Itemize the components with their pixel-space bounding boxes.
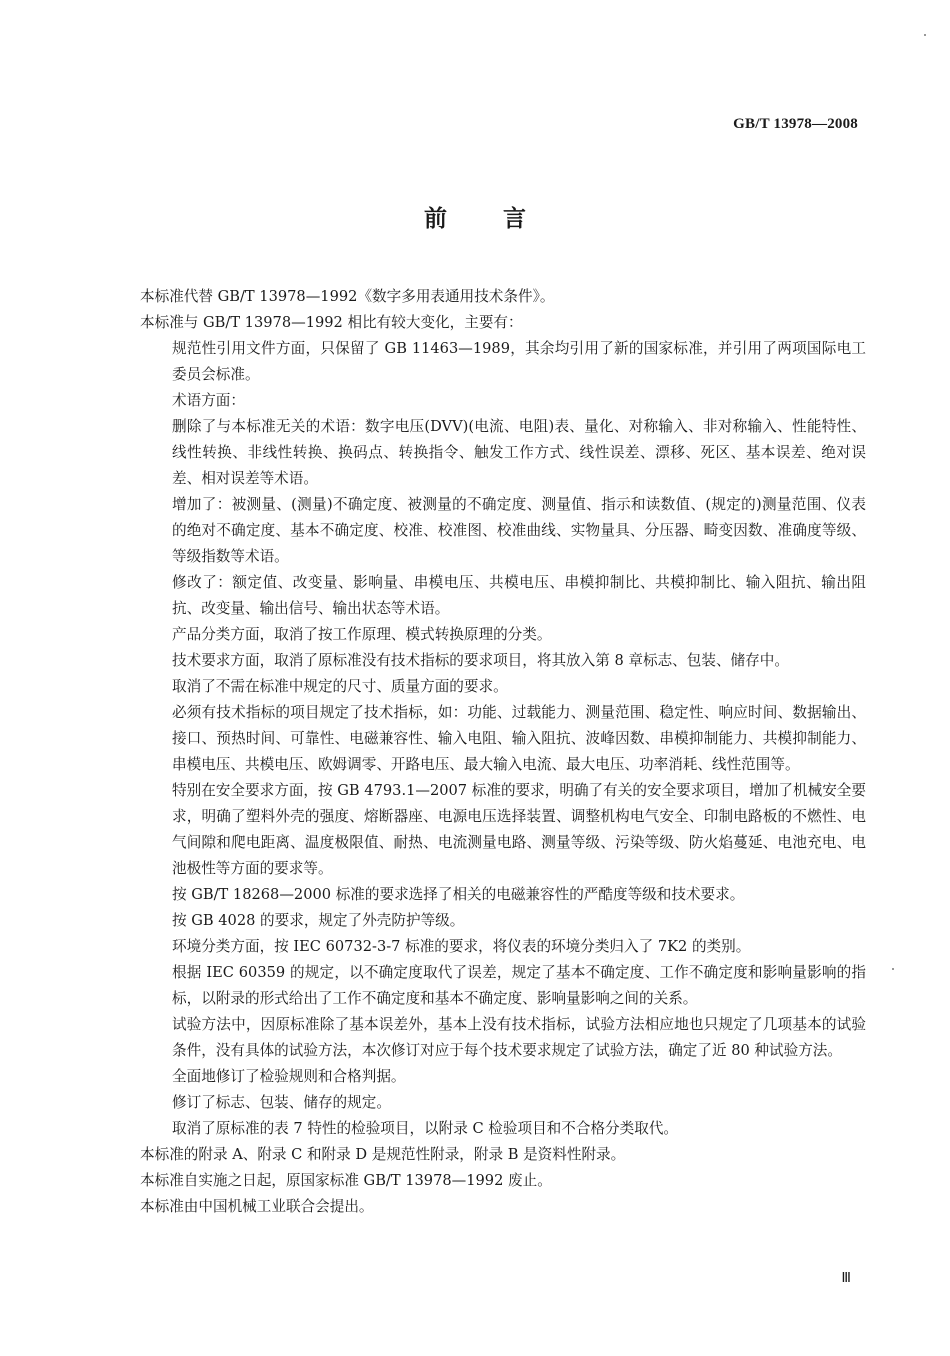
- dash-item: [140, 388, 866, 414]
- sub-paragraph: [140, 414, 866, 492]
- standard-code: GB/T 13978—2008: [733, 116, 858, 132]
- dash-item: [140, 934, 866, 960]
- dash-item: [140, 882, 866, 908]
- paragraph-text: 本标准代替 GB/T 13978—1992《数字多用表通用技术条件》。: [140, 288, 555, 305]
- paragraph-text: 本标准自实施之日起，原国家标准 GB/T 13978—1992 废止。: [140, 1172, 552, 1189]
- dash-item-text: 必须有技术指标的项目规定了技术指标，如：功能、过载能力、测量范围、稳定性、响应时间、数据输出、接口、预热时间、可靠性、电磁兼容性、输入电阻、输入阻抗、波峰因数、串模抑制能力、共模抑制能力、串模电压、共模电压、欧姆调零、开路电压、最大输入电流、最大电压、功率消耗、线性范围等。: [172, 704, 866, 773]
- paragraph-text: 本标准的附录 A、附录 C 和附录 D 是规范性附录，附录 B 是资料性附录。: [140, 1146, 626, 1163]
- dash-item-text: 特别在安全要求方面，按 GB 4793.1—2007 标准的要求，明确了有关的安全要求项目，增加了机械安全要求，明确了塑料外壳的强度、熔断器座、电源电压选择装置、调整机构电气安全、印制电路板的不燃性、电气间隙和爬电距离、温度极限值、耐热、电流测量电路、测量等级、污染等级、防火焰蔓延、电池充电、电池极性等方面的要求等。: [172, 782, 866, 877]
- dash-item: [140, 1064, 866, 1090]
- paragraph: [140, 1142, 866, 1168]
- dash-item-text: 按 GB 4028 的要求，规定了外壳防护等级。: [172, 912, 465, 929]
- paragraph: [140, 310, 866, 336]
- dash-item: [140, 960, 866, 1012]
- paragraph: [140, 1194, 866, 1220]
- scan-speck: [892, 968, 894, 970]
- dash-item-text: 技术要求方面，取消了原标准没有技术指标的要求项目，将其放入第 8 章标志、包装、储存中。: [172, 652, 789, 669]
- sub-paragraph-text: 删除了与本标准无关的术语：数字电压(DVV)(电流、电阻)表、量化、对称输入、非对称输入、性能特性、线性转换、非线性转换、换码点、转换指令、触发工作方式、线性误差、漂移、死区、基本误差、绝对误差、相对误差等术语。: [172, 418, 866, 487]
- sub-paragraph: [140, 570, 866, 622]
- dash-item: [140, 648, 866, 674]
- dash-item: [140, 336, 866, 388]
- dash-item: [140, 1012, 866, 1064]
- dash-item-text: 取消了不需在标准中规定的尺寸、质量方面的要求。: [172, 678, 508, 695]
- sub-paragraph-text: 修改了：额定值、改变量、影响量、串模电压、共模电压、串模抑制比、共模抑制比、输入阻抗、输出阻抗、改变量、输出信号、输出状态等术语。: [172, 574, 866, 617]
- dash-item-text: 规范性引用文件方面，只保留了 GB 11463—1989，其余均引用了新的国家标准，并引用了两项国际电工委员会标准。: [172, 340, 866, 383]
- dash-item: [140, 778, 866, 882]
- scan-speck: [924, 34, 926, 36]
- paragraph: [140, 1168, 866, 1194]
- paragraph: [140, 284, 866, 310]
- dash-item: [140, 1090, 866, 1116]
- dash-item: [140, 908, 866, 934]
- dash-item: [140, 700, 866, 778]
- sub-paragraph: [140, 492, 866, 570]
- dash-item-text: 全面地修订了检验规则和合格判据。: [172, 1068, 406, 1085]
- dash-item: [140, 622, 866, 648]
- paragraph-text: 本标准与 GB/T 13978—1992 相比有较大变化，主要有：: [140, 314, 523, 331]
- paragraph-text: 本标准由中国机械工业联合会提出。: [140, 1198, 374, 1215]
- dash-item-text: 取消了原标准的表 7 特性的检验项目，以附录 C 检验项目和不合格分类取代。: [172, 1120, 679, 1137]
- dash-item-text: 术语方面：: [172, 392, 245, 409]
- dash-item-text: 环境分类方面，按 IEC 60732-3-7 标准的要求，将仪表的环境分类归入了 7K2 的类别。: [172, 938, 751, 955]
- dash-item-text: 根据 IEC 60359 的规定，以不确定度取代了误差，规定了基本不确定度、工作不确定度和影响量影响的指标，以附录的形式给出了工作不确定度和基本不确定度、影响量影响之间的关系。: [172, 964, 866, 1007]
- page-title: 前言: [424, 206, 582, 232]
- sub-paragraph-text: 增加了：被测量、(测量)不确定度、被测量的不确定度、测量值、指示和读数值、(规定的)测量范围、仪表的绝对不确定度、基本不确定度、校准、校准图、校准曲线、实物量具、分压器、畸变因数、准确度等级、等级指数等术语。: [172, 496, 866, 565]
- foreword-body: [140, 284, 866, 1220]
- page-number: Ⅲ: [841, 1271, 850, 1286]
- dash-item-text: 产品分类方面，取消了按工作原理、模式转换原理的分类。: [172, 626, 552, 643]
- dash-item: [140, 674, 866, 700]
- dash-item-text: 修订了标志、包装、储存的规定。: [172, 1094, 391, 1111]
- dash-item: [140, 1116, 866, 1142]
- dash-item-text: 按 GB/T 18268—2000 标准的要求选择了相关的电磁兼容性的严酷度等级和技术要求。: [172, 886, 745, 903]
- dash-item-text: 试验方法中，因原标准除了基本误差外，基本上没有技术指标，试验方法相应地也只规定了几项基本的试验条件，没有具体的试验方法，本次修订对应于每个技术要求规定了试验方法，确定了近 80 种试验方法。: [172, 1016, 866, 1059]
